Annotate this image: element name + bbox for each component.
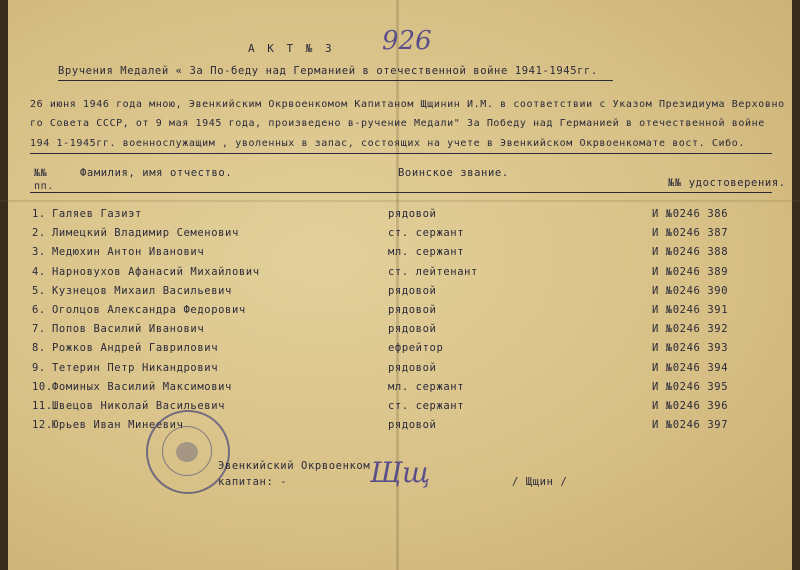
row-certificate: И №0246 391 [652, 304, 729, 316]
stamp-emblem-icon [176, 442, 198, 462]
column-header-number: №№ пп. [34, 168, 54, 192]
handwritten-signature: Щщ [370, 456, 430, 489]
row-certificate: И №0246 394 [652, 362, 729, 374]
row-certificate: И №0246 396 [652, 400, 729, 412]
subtitle-underline [58, 80, 613, 81]
row-rank: мл. сержант [388, 246, 465, 258]
row-name: Рожков Андрей Гаврилович [52, 342, 219, 354]
row-rank: ст. лейтенант [388, 266, 478, 278]
row-rank: рядовой [388, 323, 437, 335]
row-certificate: И №0246 386 [652, 208, 729, 220]
document-title: А К Т № 3 [248, 42, 335, 55]
paragraph-line-2: го Совета СССР, от 9 мая 1945 года, произведено в-ручение Медали" За Победу над Германией в отечественной войне [30, 118, 765, 129]
row-rank: рядовой [388, 419, 437, 431]
signature-title-line-1: Эвенкийский Окрвоенком [218, 460, 371, 472]
row-name: Попов Василий Иванович [52, 323, 205, 335]
row-certificate: И №0246 392 [652, 323, 729, 335]
row-certificate: И №0246 395 [652, 381, 729, 393]
header-underline [30, 192, 772, 193]
paragraph-underline [30, 153, 772, 154]
row-number: 1. [32, 208, 46, 220]
column-header-rank: Воинское звание. [398, 167, 509, 179]
row-number: 10. [32, 381, 53, 393]
row-rank: ст. сержант [388, 227, 465, 239]
row-number: 9. [32, 362, 46, 374]
row-name: Тетерин Петр Никандрович [52, 362, 219, 374]
document-subtitle: Вручения Медалей « За По-беду над Германией в отечественной войне 1941-1945гг. [58, 65, 598, 77]
row-number: 12. [32, 419, 53, 431]
row-name: Медюхин Антон Иванович [52, 246, 205, 258]
row-certificate: И №0246 397 [652, 419, 729, 431]
row-certificate: И №0246 387 [652, 227, 729, 239]
row-rank: рядовой [388, 285, 437, 297]
row-number: 11. [32, 400, 53, 412]
row-name: Галяев Газиэт [52, 208, 142, 220]
row-number: 4. [32, 266, 46, 278]
fold-line-horizontal [0, 200, 800, 202]
row-number: 6. [32, 304, 46, 316]
page-right-edge [792, 0, 800, 570]
row-certificate: И №0246 390 [652, 285, 729, 297]
row-rank: ст. сержант [388, 400, 465, 412]
row-number: 3. [32, 246, 46, 258]
row-number: 7. [32, 323, 46, 335]
paragraph-line-1: 26 июня 1946 года мною, Эвенкийским Окрвоенкомом Капитаном Щщинин И.М. в соответствии с Указом Президиума Верховно [30, 99, 785, 110]
row-name: Кузнецов Михаил Васильевич [52, 285, 232, 297]
row-rank: мл. сержант [388, 381, 465, 393]
row-rank: рядовой [388, 208, 437, 220]
row-certificate: И №0246 393 [652, 342, 729, 354]
row-name: Нарновухов Афанасий Михайлович [52, 266, 260, 278]
page-left-edge [0, 0, 8, 570]
row-number: 8. [32, 342, 46, 354]
row-name: Фоминых Василий Максимович [52, 381, 232, 393]
row-name: Оголцов Александра Федорович [52, 304, 246, 316]
paragraph-line-3: 194 1-1945гг. военнослужащим , уволенных в запас, состоящих на учете в Эвенкийском Окрвоенкомате вост. Сибо. [30, 138, 746, 149]
row-name: Юрьев Иван Минеевич [52, 419, 184, 431]
row-name: Швецов Николай Васильевич [52, 400, 226, 412]
row-certificate: И №0246 388 [652, 246, 729, 258]
row-rank: рядовой [388, 362, 437, 374]
column-header-certificate: №№ удостоверения. [668, 177, 786, 189]
signature-title-line-2: капитан: - [218, 476, 288, 488]
row-certificate: И №0246 389 [652, 266, 729, 278]
row-name: Лимецкий Владимир Семенович [52, 227, 239, 239]
column-header-name: Фамилия, имя отчество. [80, 167, 233, 179]
row-number: 2. [32, 227, 46, 239]
handwritten-document-number: 926 [382, 26, 432, 56]
signature-name: / Щщин / [512, 476, 568, 488]
row-rank: ефрейтор [388, 342, 444, 354]
row-rank: рядовой [388, 304, 437, 316]
row-number: 5. [32, 285, 46, 297]
